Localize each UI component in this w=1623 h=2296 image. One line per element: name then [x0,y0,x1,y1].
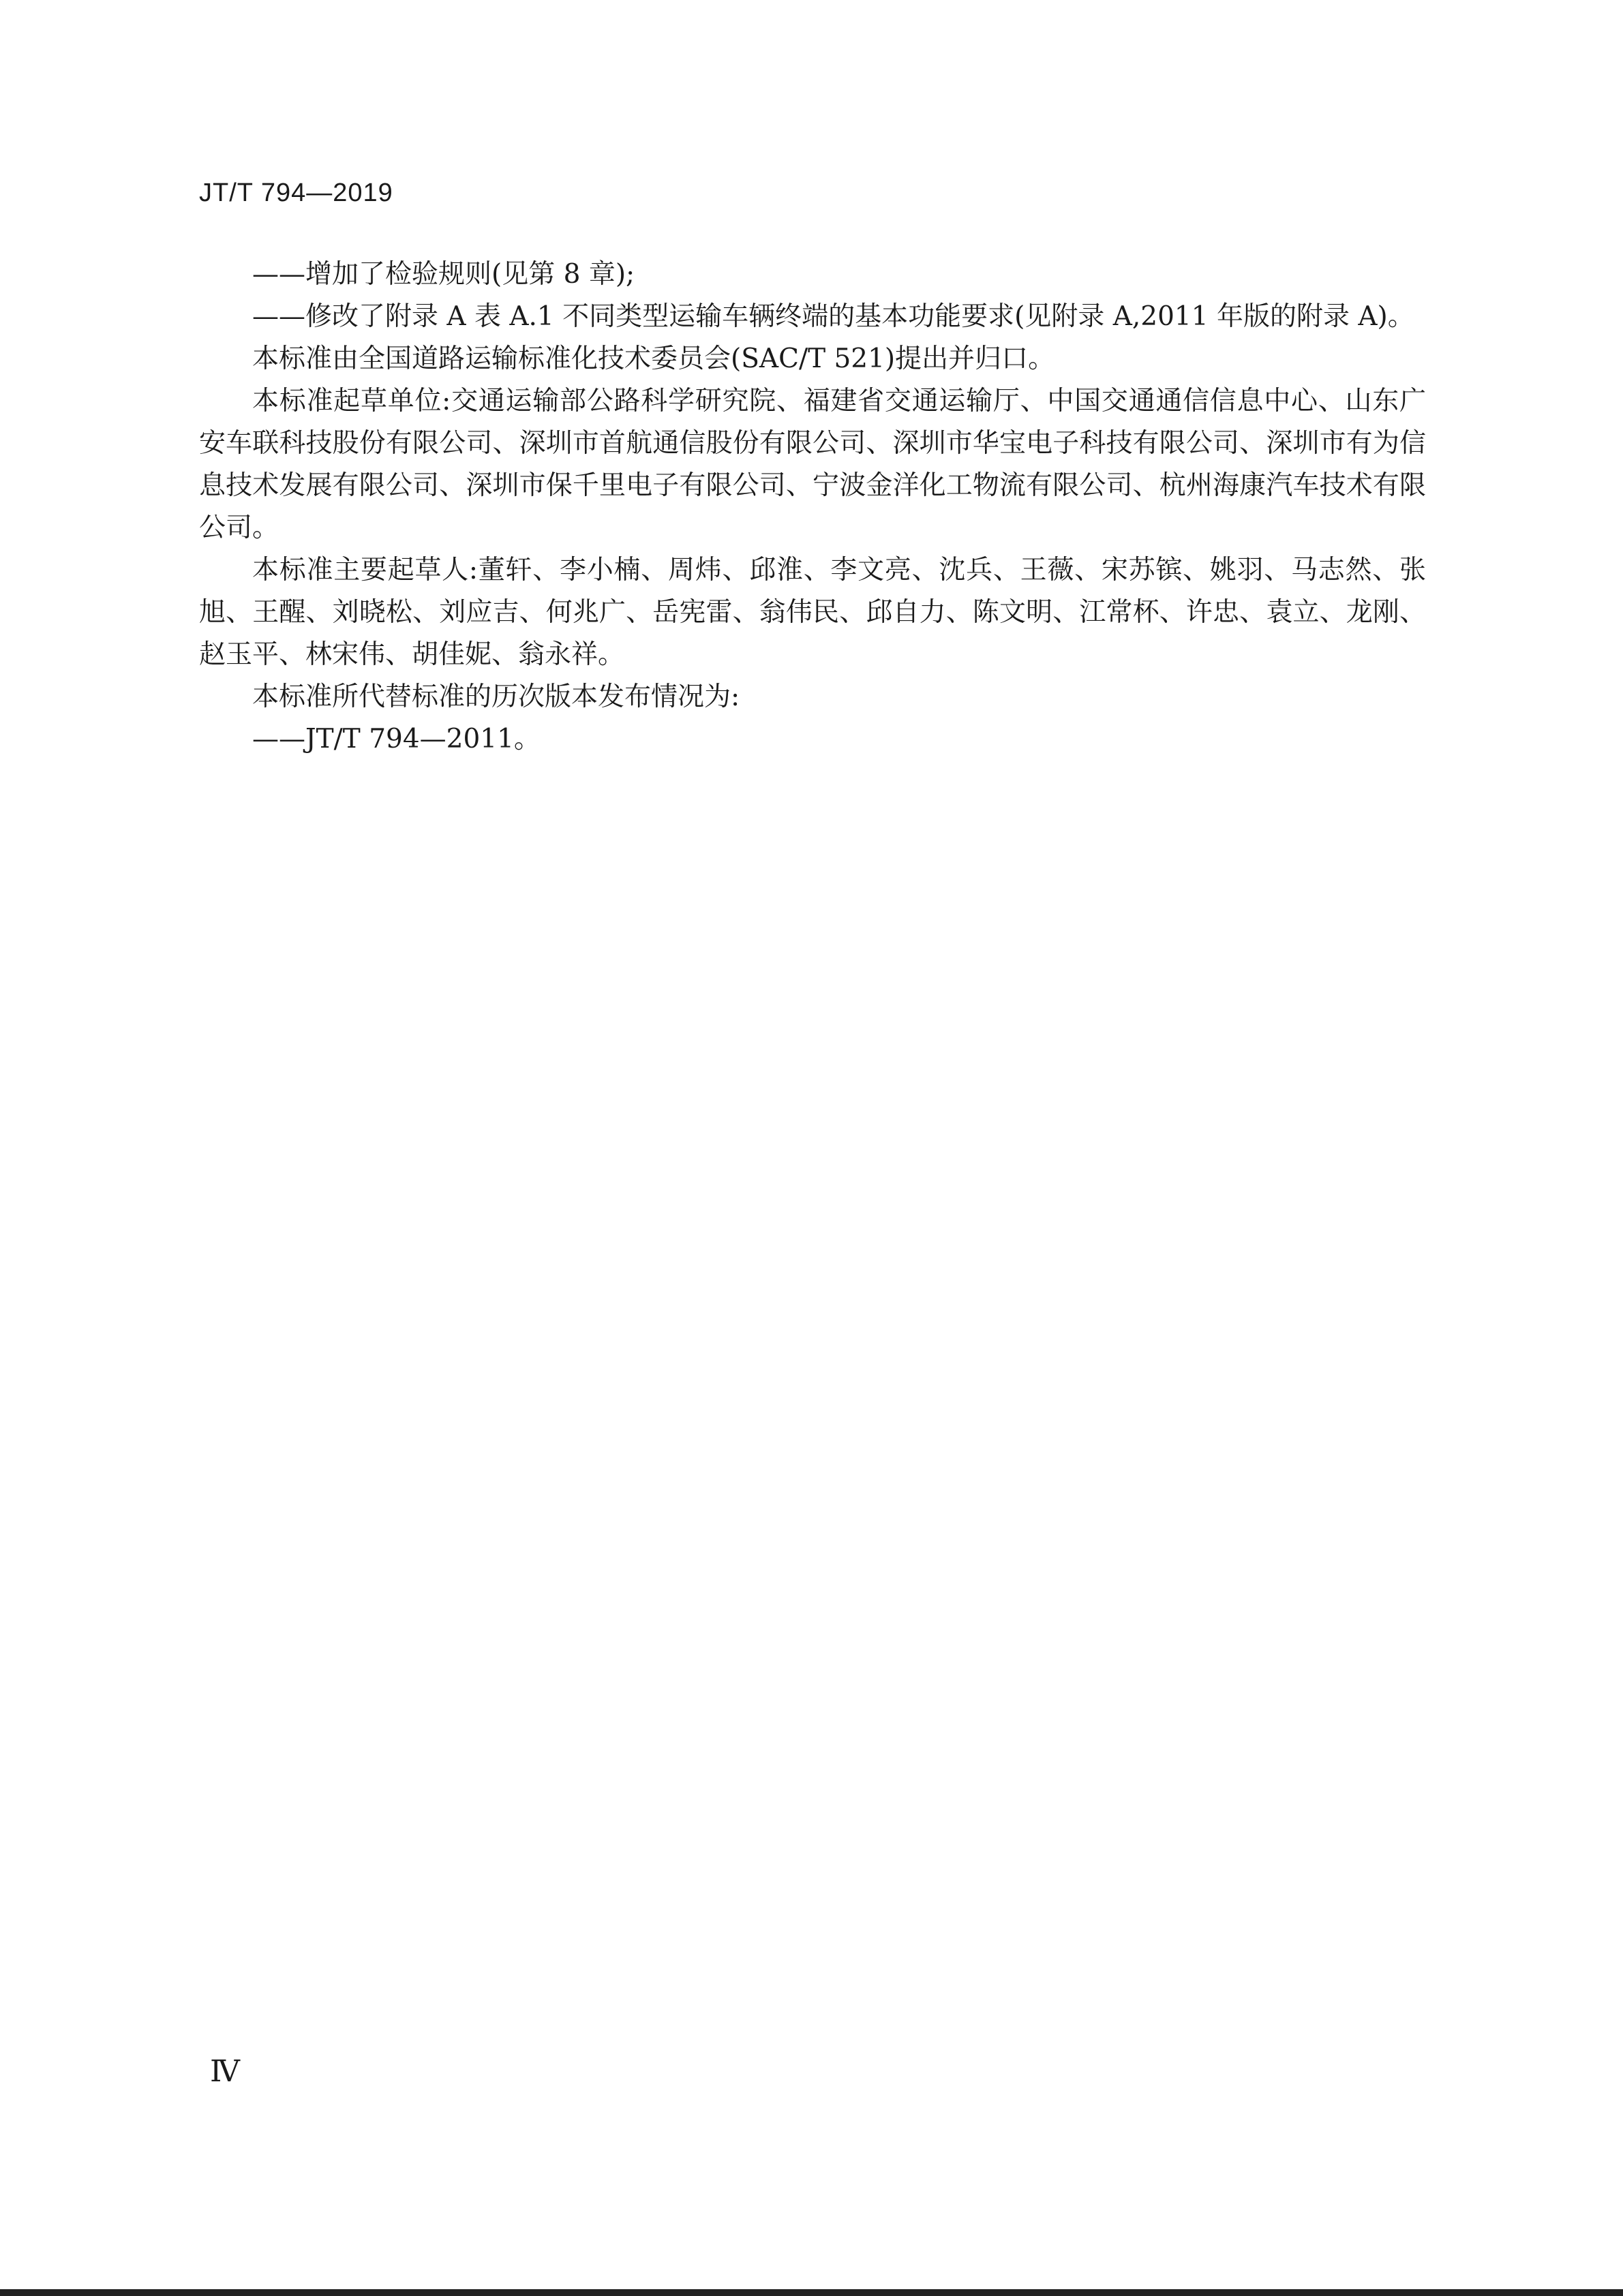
bottom-border-line [0,2289,1623,2296]
paragraph-main-drafters: 本标准主要起草人:董轩、李小楠、周炜、邱淮、李文亮、沈兵、王薇、宋苏镔、姚羽、马志然、张旭、王醒、刘晓松、刘应吉、何兆广、岳宪雷、翁伟民、邱自力、陈文明、江常杯、许忠、袁立、龙刚、赵玉平、林宋伟、胡佳妮、翁永祥。 [199,555,1426,670]
paragraph-added-inspection-rules: ——增加了检验规则(见第 8 章); [252,259,635,290]
page-number: Ⅳ [210,2055,240,2088]
document-body [199,254,1426,761]
document-code: JT/T 794—2019 [199,179,393,207]
paragraph-modified-appendix: ——修改了附录 A 表 A.1 不同类型运输车辆终端的基本功能要求(见附录 A,2011 年版的附录 A)。 [252,301,1414,332]
paragraph-previous-version-item: ——JT/T 794—2011。 [252,724,541,754]
paragraph-drafting-units: 本标准起草单位:交通运输部公路科学研究院、福建省交通运输厅、中国交通通信信息中心、山东广安车联科技股份有限公司、深圳市首航通信股份有限公司、深圳市华宝电子科技有限公司、深圳市有为信息技术发展有限公司、深圳市保千里电子有限公司、宁波金洋化工物流有限公司、杭州海康汽车技术有限公司。 [199,386,1426,543]
paragraph-proposed-by: 本标准由全国道路运输标准化技术委员会(SAC/T 521)提出并归口。 [252,343,1055,374]
paragraph-previous-versions-intro: 本标准所代替标准的历次版本发布情况为: [252,682,740,712]
